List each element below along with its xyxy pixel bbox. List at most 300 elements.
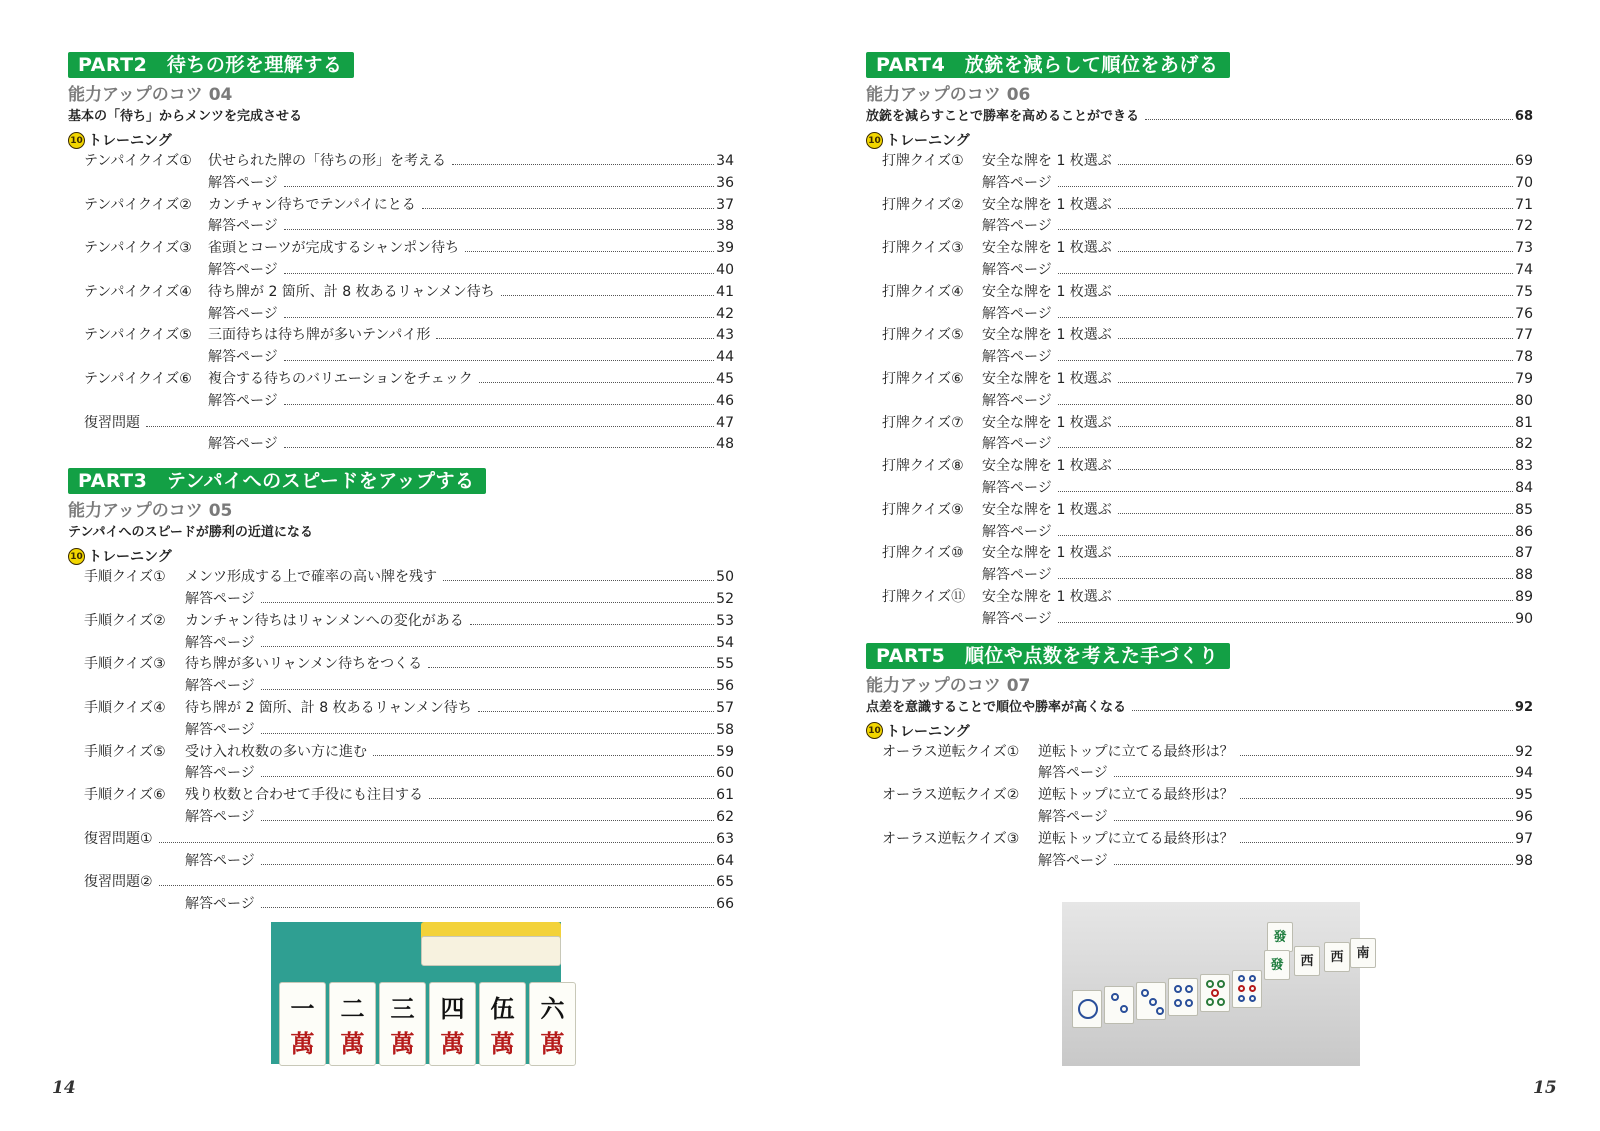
- kotsu-text: 基本の「待ち」からメンツを完成させる: [68, 109, 303, 124]
- manzu-tile: [329, 982, 376, 1066]
- entry-page-number: 58: [716, 721, 734, 738]
- leader-dots: [1058, 186, 1513, 187]
- toc-answer-entry: [68, 216, 734, 238]
- leader-dots: [1058, 273, 1513, 274]
- entry-label: テンパイクイズ③: [84, 240, 192, 257]
- entry-page-number: 39: [716, 240, 734, 257]
- toc-answer-entry: [866, 304, 1533, 326]
- tile-number-char: 四: [440, 994, 465, 1023]
- entry-title: 解答ページ: [185, 765, 255, 782]
- entry-label: 打牌クイズ⑨: [882, 501, 964, 518]
- entry-label: 打牌クイズ②: [882, 196, 964, 213]
- entry-page-number: 74: [1515, 261, 1533, 278]
- tile-suit-char: 萬: [540, 1029, 565, 1058]
- toc-answer-entry: [68, 260, 734, 282]
- training-label: トレーニング: [88, 549, 172, 566]
- entry-label: 打牌クイズ⑩: [882, 545, 964, 562]
- entry-title: 解答ページ: [982, 261, 1052, 278]
- page-number-left: 14: [52, 1078, 76, 1098]
- toc-section-part4: [866, 52, 1533, 631]
- toc-entry: [866, 785, 1533, 807]
- leader-dots: [1058, 491, 1513, 492]
- toc-answer-entry: [68, 304, 734, 326]
- entry-title: 解答ページ: [185, 852, 255, 869]
- page-number-right: 15: [1533, 1078, 1557, 1098]
- back-tile-row: [421, 936, 561, 966]
- training-label: トレーニング: [886, 723, 970, 740]
- leader-dots: [159, 842, 715, 843]
- entry-page-number: 89: [1515, 588, 1533, 605]
- toc-answer-entry: [866, 434, 1533, 456]
- toc-answer-entry: [866, 173, 1533, 195]
- entry-page-number: 79: [1515, 370, 1533, 387]
- training-label: トレーニング: [886, 133, 970, 149]
- tile-number-char: 伍: [490, 994, 515, 1023]
- leader-dots: [261, 733, 714, 734]
- kotsu-text-row: [68, 522, 734, 543]
- training-badge-icon: 10: [866, 722, 883, 739]
- manzu-tile: [529, 982, 576, 1066]
- entry-title: 解答ページ: [982, 436, 1052, 453]
- entry-title: 解答ページ: [185, 808, 255, 825]
- toc-answer-entry: [866, 609, 1533, 631]
- toc-entry: [68, 785, 734, 807]
- leader-dots: [1058, 447, 1513, 448]
- leader-dots: [1240, 798, 1514, 799]
- pinzu-tile: [1136, 982, 1166, 1020]
- entry-page-number: 50: [716, 569, 734, 586]
- kotsu-text-row: [866, 106, 1533, 127]
- entry-list: [68, 151, 734, 456]
- entry-page-number: 88: [1515, 567, 1533, 584]
- training-label-row: [866, 720, 1533, 742]
- entry-page-number: 92: [1515, 743, 1533, 760]
- entry-page-number: 76: [1515, 305, 1533, 322]
- leader-dots: [284, 447, 714, 448]
- left-page-toc: [68, 52, 734, 928]
- entry-page-number: 38: [716, 218, 734, 235]
- entry-label: 復習問題②: [84, 874, 153, 891]
- entry-page-number: 82: [1515, 436, 1533, 453]
- leader-dots: [159, 885, 715, 886]
- tile-suit-char: 萬: [390, 1029, 415, 1058]
- toc-answer-entry: [68, 763, 734, 785]
- entry-label: 復習問題: [84, 414, 140, 431]
- toc-answer-entry: [68, 633, 734, 655]
- leader-dots: [479, 382, 714, 383]
- entry-page-number: 41: [716, 283, 734, 300]
- leader-dots: [1118, 556, 1513, 557]
- entry-label: 打牌クイズ①: [882, 153, 964, 169]
- entry-title: 解答ページ: [982, 349, 1052, 366]
- toc-section-part3: [68, 468, 734, 916]
- leader-dots: [1118, 600, 1513, 601]
- entry-title: 受け入れ枚数の多い方に進む: [185, 743, 367, 760]
- kotsu-text-row: [68, 106, 734, 127]
- entry-page-number: 52: [716, 590, 734, 607]
- entry-page-number: 69: [1515, 153, 1533, 169]
- entry-page-number: 42: [716, 305, 734, 322]
- leader-dots: [284, 229, 714, 230]
- entry-page-number: 65: [716, 874, 734, 891]
- tile-number-char: 三: [390, 994, 415, 1023]
- leader-dots: [284, 186, 714, 187]
- toc-entry: [68, 654, 734, 676]
- entry-page-number: 94: [1515, 765, 1533, 782]
- leader-dots: [1145, 119, 1513, 120]
- toc-entry: [866, 543, 1533, 565]
- leader-dots: [428, 667, 714, 668]
- entry-title: メンツ形成する上で確率の高い牌を残す: [185, 569, 437, 586]
- entry-page-number: 34: [716, 153, 734, 169]
- leader-dots: [1058, 404, 1513, 405]
- leader-dots: [284, 404, 714, 405]
- leader-dots: [1058, 229, 1513, 230]
- leader-dots: [1118, 251, 1513, 252]
- entry-page-number: 70: [1515, 174, 1533, 191]
- training-label-row: [866, 129, 1533, 151]
- leader-dots: [284, 317, 714, 318]
- leader-dots: [1118, 338, 1513, 339]
- toc-answer-entry: [866, 391, 1533, 413]
- toc-answer-entry: [866, 478, 1533, 500]
- entry-label: 手順クイズ②: [84, 612, 166, 629]
- entry-title: 複合する待ちのバリエーションをチェック: [208, 370, 473, 387]
- kotsu-text-row: [866, 697, 1533, 718]
- toc-entry: [68, 282, 734, 304]
- part-header: PART3 テンパイへのスピードをアップする: [68, 468, 486, 494]
- entry-page-number: 95: [1515, 787, 1533, 804]
- entry-label: テンパイクイズ⑤: [84, 327, 192, 344]
- toc-entry: [68, 413, 734, 435]
- toc-answer-entry: [68, 434, 734, 456]
- leader-dots: [284, 273, 714, 274]
- entry-label: テンパイクイズ⑥: [84, 370, 192, 387]
- entry-title: 解答ページ: [982, 523, 1052, 540]
- entry-title: 安全な牌を 1 枚選ぶ: [982, 545, 1112, 562]
- right-page-toc: [866, 52, 1533, 884]
- toc-entry: [866, 587, 1533, 609]
- entry-label: テンパイクイズ④: [84, 283, 192, 300]
- tile-number-char: 六: [540, 994, 565, 1023]
- entry-page-number: 46: [716, 392, 734, 409]
- entry-page-number: 90: [1515, 610, 1533, 627]
- entry-page-number: 80: [1515, 392, 1533, 409]
- toc-entry: [866, 369, 1533, 391]
- training-label-row: [68, 129, 734, 151]
- entry-label: 打牌クイズ⑧: [882, 458, 964, 475]
- training-badge-icon: 10: [68, 132, 85, 149]
- leader-dots: [1058, 317, 1513, 318]
- leader-dots: [1118, 426, 1513, 427]
- entry-page-number: 78: [1515, 349, 1533, 366]
- leader-dots: [470, 624, 714, 625]
- entry-title: 解答ページ: [185, 721, 255, 738]
- entry-page-number: 47: [716, 414, 734, 431]
- entry-page-number: 96: [1515, 808, 1533, 825]
- entry-label: 手順クイズ④: [84, 699, 166, 716]
- toc-entry: [68, 369, 734, 391]
- leader-dots: [1114, 776, 1513, 777]
- entry-title: カンチャン待ちでテンパイにとる: [208, 196, 416, 213]
- entry-title: 解答ページ: [185, 678, 255, 695]
- entry-label: 打牌クイズ⑦: [882, 414, 964, 431]
- entry-title: 解答ページ: [982, 392, 1052, 409]
- toc-answer-entry: [866, 260, 1533, 282]
- entry-page-number: 84: [1515, 479, 1533, 496]
- entry-label: 打牌クイズ⑤: [882, 327, 964, 344]
- entry-page-number: 54: [716, 634, 734, 651]
- leader-dots: [1118, 295, 1513, 296]
- kotsu-title: 能力アップのコツ 05: [68, 501, 233, 522]
- training-badge-icon: 10: [866, 132, 883, 149]
- toc-entry: [866, 456, 1533, 478]
- part-header: PART4 放銃を減らして順位をあげる: [866, 52, 1230, 78]
- entry-page-number: 83: [1515, 458, 1533, 475]
- entry-label: オーラス逆転クイズ③: [882, 830, 1020, 847]
- entry-title: 安全な牌を 1 枚選ぶ: [982, 196, 1112, 213]
- toc-answer-entry: [68, 676, 734, 698]
- entry-title: 解答ページ: [982, 174, 1052, 191]
- tile-number-char: 一: [290, 994, 315, 1023]
- entry-list: [68, 567, 734, 916]
- pinzu-tile: [1104, 986, 1134, 1024]
- toc-entry: [68, 151, 734, 173]
- leader-dots: [146, 426, 714, 427]
- entry-page-number: 71: [1515, 196, 1533, 213]
- honor-tile: [1264, 950, 1290, 980]
- entry-title: 安全な牌を 1 枚選ぶ: [982, 414, 1112, 431]
- leader-dots: [1118, 469, 1513, 470]
- entry-page-number: 77: [1515, 327, 1533, 344]
- leader-dots: [465, 251, 714, 252]
- toc-entry: [866, 282, 1533, 304]
- entry-title: 解答ページ: [982, 479, 1052, 496]
- entry-title: 三面待ちは待ち牌が多いテンパイ形: [208, 327, 431, 344]
- entry-page-number: 59: [716, 743, 734, 760]
- toc-answer-entry: [866, 216, 1533, 238]
- entry-page-number: 45: [716, 370, 734, 387]
- leader-dots: [1114, 820, 1513, 821]
- toc-answer-entry: [68, 589, 734, 611]
- toc-answer-entry: [866, 763, 1533, 785]
- kotsu-text: 放銃を減らすことで勝率を高めることができる: [866, 109, 1140, 124]
- entry-label: オーラス逆転クイズ②: [882, 787, 1020, 804]
- toc-entry: [68, 698, 734, 720]
- leader-dots: [261, 689, 714, 690]
- leader-dots: [1058, 578, 1513, 579]
- kotsu-page-number: 92: [1514, 699, 1533, 715]
- entry-title: 残り枚数と合わせて手役にも注目する: [185, 787, 423, 804]
- entry-page-number: 73: [1515, 240, 1533, 257]
- honor-char: 西: [1330, 950, 1344, 965]
- pinzu-tile: [1200, 974, 1230, 1012]
- entry-label: 手順クイズ⑥: [84, 787, 166, 804]
- entry-title: 安全な牌を 1 枚選ぶ: [982, 240, 1112, 257]
- toc-entry: [68, 872, 734, 894]
- honor-tile: [1324, 942, 1350, 972]
- leader-dots: [1240, 842, 1514, 843]
- leader-dots: [261, 646, 714, 647]
- mahjong-tiles-photo-left: [271, 922, 565, 1064]
- entry-title: 逆転トップに立てる最終形は？: [1038, 743, 1234, 760]
- honor-tile: [1350, 938, 1376, 968]
- entry-title: 安全な牌を 1 枚選ぶ: [982, 588, 1112, 605]
- honor-char: 發: [1273, 930, 1287, 945]
- entry-title: 逆転トップに立てる最終形は？: [1038, 787, 1234, 804]
- leader-dots: [1118, 382, 1513, 383]
- toc-answer-entry: [68, 173, 734, 195]
- leader-dots: [478, 711, 714, 712]
- tile-suit-char: 萬: [490, 1029, 515, 1058]
- entry-title: 解答ページ: [982, 567, 1052, 584]
- entry-title: カンチャン待ちはリャンメンへの変化がある: [185, 612, 464, 629]
- leader-dots: [1118, 164, 1513, 165]
- leader-dots: [1132, 710, 1513, 711]
- toc-entry: [866, 325, 1533, 347]
- entry-title: 解答ページ: [185, 896, 255, 913]
- entry-title: 解答ページ: [208, 349, 278, 366]
- toc-entry: [68, 195, 734, 217]
- entry-page-number: 62: [716, 808, 734, 825]
- entry-title: 解答ページ: [982, 305, 1052, 322]
- tile-suit-char: 萬: [340, 1029, 365, 1058]
- leader-dots: [373, 755, 714, 756]
- entry-label: 打牌クイズ③: [882, 240, 964, 257]
- honor-tile: [1267, 922, 1293, 952]
- kotsu-title: 能力アップのコツ 07: [866, 675, 1031, 696]
- entry-title: 解答ページ: [1038, 808, 1108, 825]
- toc-entry: [866, 151, 1533, 173]
- entry-label: 手順クイズ①: [84, 569, 166, 586]
- entry-title: 待ち牌が 2 箇所、計 8 枚あるリャンメン待ち: [185, 699, 472, 716]
- entry-list: [866, 742, 1533, 873]
- leader-dots: [1058, 622, 1513, 623]
- entry-label: テンパイクイズ②: [84, 196, 192, 213]
- kotsu-text: テンパイへのスピードが勝利の近道になる: [68, 525, 313, 541]
- entry-title: 解答ページ: [185, 634, 255, 651]
- entry-page-number: 75: [1515, 283, 1533, 300]
- training-label-row: [68, 545, 734, 567]
- leader-dots: [261, 864, 714, 865]
- mahjong-tiles-photo-right: [1062, 902, 1370, 1066]
- toc-entry: [866, 742, 1533, 764]
- entry-page-number: 98: [1515, 852, 1533, 869]
- leader-dots: [452, 164, 714, 165]
- entry-title: 解答ページ: [208, 436, 278, 453]
- entry-page-number: 60: [716, 765, 734, 782]
- entry-title: 安全な牌を 1 枚選ぶ: [982, 458, 1112, 475]
- entry-title: 伏せられた牌の「待ちの形」を考える: [208, 153, 446, 169]
- training-label: トレーニング: [88, 133, 172, 149]
- toc-answer-entry: [68, 894, 734, 916]
- entry-page-number: 40: [716, 261, 734, 278]
- part-header: PART2 待ちの形を理解する: [68, 52, 354, 78]
- toc-entry: [866, 829, 1533, 851]
- entry-label: オーラス逆転クイズ①: [882, 743, 1020, 760]
- entry-label: 打牌クイズ⑪: [882, 588, 966, 605]
- pinzu-tile: [1232, 970, 1262, 1008]
- pinzu-tile: [1072, 990, 1102, 1028]
- kotsu-title: 能力アップのコツ 06: [866, 85, 1031, 105]
- entry-page-number: 56: [716, 678, 734, 695]
- manzu-tile: [479, 982, 526, 1066]
- honor-char: 西: [1300, 954, 1314, 969]
- entry-label: 打牌クイズ⑥: [882, 370, 964, 387]
- toc-answer-entry: [68, 851, 734, 873]
- toc-answer-entry: [866, 565, 1533, 587]
- entry-title: 逆転トップに立てる最終形は？: [1038, 830, 1234, 847]
- toc-entry: [866, 238, 1533, 260]
- entry-page-number: 85: [1515, 501, 1533, 518]
- entry-title: 解答ページ: [208, 305, 278, 322]
- leader-dots: [1114, 864, 1513, 865]
- leader-dots: [501, 295, 714, 296]
- entry-title: 安全な牌を 1 枚選ぶ: [982, 153, 1112, 169]
- manzu-tile: [429, 982, 476, 1066]
- tile-number-char: 二: [340, 994, 365, 1023]
- entry-page-number: 53: [716, 612, 734, 629]
- leader-dots: [429, 798, 714, 799]
- leader-dots: [1058, 360, 1513, 361]
- toc-answer-entry: [68, 391, 734, 413]
- entry-title: 解答ページ: [208, 218, 278, 235]
- manzu-tile: [279, 982, 326, 1066]
- leader-dots: [1118, 513, 1513, 514]
- leader-dots: [1118, 208, 1513, 209]
- entry-title: 安全な牌を 1 枚選ぶ: [982, 501, 1112, 518]
- honor-char: 南: [1356, 946, 1370, 961]
- part-header: PART5 順位や点数を考えた手づくり: [866, 643, 1230, 669]
- toc-answer-entry: [866, 522, 1533, 544]
- leader-dots: [422, 208, 714, 209]
- entry-label: テンパイクイズ①: [84, 153, 192, 169]
- honor-tile: [1294, 946, 1320, 976]
- entry-page-number: 43: [716, 327, 734, 344]
- entry-title: 待ち牌が 2 箇所、計 8 枚あるリャンメン待ち: [208, 283, 495, 300]
- entry-page-number: 36: [716, 174, 734, 191]
- leader-dots: [261, 602, 714, 603]
- entry-title: 解答ページ: [208, 261, 278, 278]
- leader-dots: [261, 820, 714, 821]
- leader-dots: [261, 776, 714, 777]
- entry-title: 安全な牌を 1 枚選ぶ: [982, 327, 1112, 344]
- toc-entry: [866, 413, 1533, 435]
- entry-page-number: 48: [716, 436, 734, 453]
- entry-title: 安全な牌を 1 枚選ぶ: [982, 283, 1112, 300]
- toc-answer-entry: [68, 807, 734, 829]
- toc-answer-entry: [866, 347, 1533, 369]
- toc-entry: [68, 742, 734, 764]
- entry-page-number: 87: [1515, 545, 1533, 562]
- pinzu-tile: [1168, 978, 1198, 1016]
- leader-dots: [443, 580, 714, 581]
- kotsu-page-number: 68: [1514, 109, 1533, 124]
- entry-label: 復習問題①: [84, 830, 153, 847]
- entry-page-number: 86: [1515, 523, 1533, 540]
- entry-page-number: 72: [1515, 218, 1533, 235]
- leader-dots: [1240, 755, 1514, 756]
- toc-entry: [68, 325, 734, 347]
- entry-label: 打牌クイズ④: [882, 283, 964, 300]
- entry-page-number: 44: [716, 349, 734, 366]
- toc-entry: [68, 567, 734, 589]
- toc-answer-entry: [68, 347, 734, 369]
- tile-suit-char: 萬: [290, 1029, 315, 1058]
- leader-dots: [1058, 535, 1513, 536]
- kotsu-title: 能力アップのコツ 04: [68, 85, 233, 105]
- entry-title: 解答ページ: [208, 392, 278, 409]
